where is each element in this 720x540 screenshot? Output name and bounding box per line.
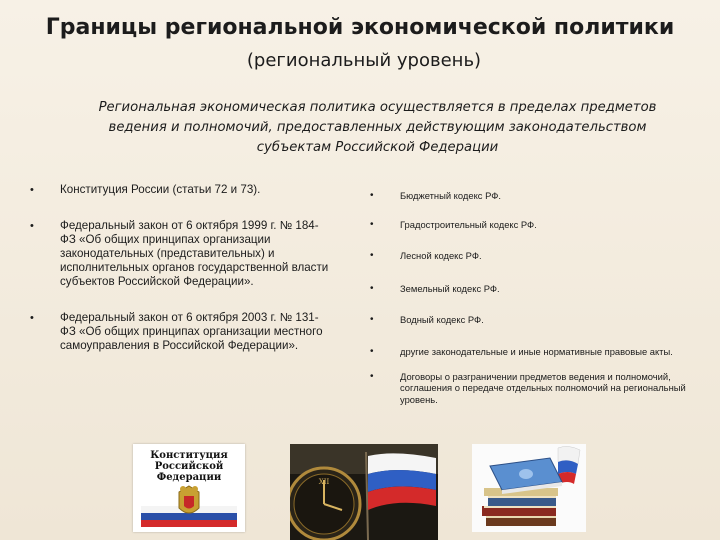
books-icon: [472, 444, 586, 532]
list-item: [370, 371, 690, 405]
bullet-icon: •: [370, 282, 374, 294]
bullet-icon: •: [370, 250, 374, 262]
flag-clock-icon: [290, 444, 438, 540]
list-item-text: Договоры о разграничении предметов ведения и полномочий, соглашения о передаче отдельных полномочий на региональный уровень.: [400, 371, 686, 405]
right-bullet-list: [370, 190, 690, 405]
list-item: [30, 311, 330, 353]
list-item-text: Конституция России (статьи 72 и 73).: [60, 183, 261, 196]
russian-flag-clock-image: [290, 444, 438, 540]
svg-text:XII: XII: [318, 478, 330, 486]
list-item-text: Лесной кодекс РФ.: [400, 250, 482, 262]
list-item-text: Градостроительный кодекс РФ.: [400, 219, 537, 231]
list-item: [30, 219, 330, 289]
list-item-text: Водный кодекс РФ.: [400, 313, 484, 325]
svg-text:Конституция: Конституция: [150, 450, 228, 461]
list-item: [370, 219, 690, 230]
constitution-book-image: [133, 444, 245, 532]
books-stack-image: [472, 444, 586, 532]
slide-title: Границы региональной экономической политики: [45, 15, 675, 40]
bullet-icon: •: [370, 313, 374, 325]
constitution-cover-icon: [133, 444, 245, 532]
bullet-icon: •: [30, 220, 34, 232]
slide-subtitle: (региональный уровень): [246, 50, 482, 71]
bullet-icon: •: [370, 190, 374, 201]
list-item: [370, 346, 690, 357]
list-item-text: Бюджетный кодекс РФ.: [400, 190, 501, 201]
list-item-text: Федеральный закон от 6 октября 1999 г. № 184-ФЗ «Об общих принципах организации законодательных (представительных) и исполнительных органов государственной власти субъектов Российской Федерации».: [60, 219, 329, 288]
svg-text:Федерации: Федерации: [156, 472, 222, 483]
svg-text:Российской: Российской: [154, 461, 224, 472]
bullet-icon: •: [370, 346, 374, 358]
list-item-text: Федеральный закон от 6 октября 2003 г. № 131-ФЗ «Об общих принципах организации местного самоуправления в Российской Федерации».: [60, 311, 323, 352]
list-item: [370, 283, 690, 294]
left-bullet-list: [30, 183, 330, 371]
list-item: [30, 183, 330, 197]
list-item-text: другие законодательные и иные нормативные правовые акты.: [400, 346, 673, 358]
list-item: [370, 250, 690, 261]
intro-paragraph: Региональная экономическая политика осуществляется в пределах предметов ведения и полномочий, предоставленных действующим законодательством субъектам Российской Федерации: [98, 100, 657, 155]
bullet-icon: •: [30, 312, 34, 324]
list-item-text: Земельный кодекс РФ.: [400, 282, 500, 294]
list-item: [370, 190, 690, 201]
bullet-icon: •: [370, 219, 374, 231]
list-item: [370, 314, 690, 325]
bullet-icon: •: [370, 371, 374, 383]
bullet-icon: •: [30, 184, 34, 196]
